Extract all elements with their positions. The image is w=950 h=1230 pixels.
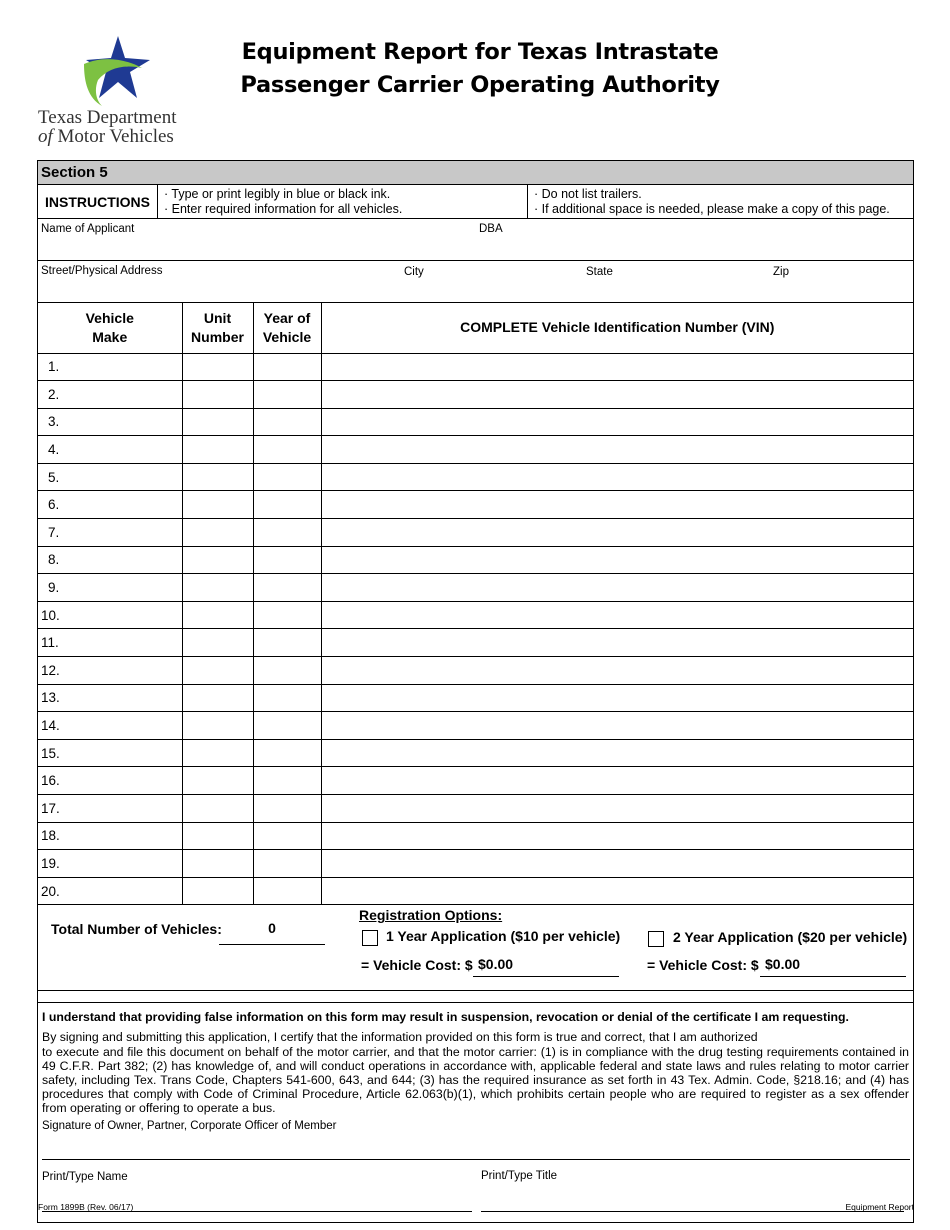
year-cell[interactable] — [253, 574, 321, 602]
cost-1-label: = Vehicle Cost: $ — [361, 957, 473, 974]
year-cell[interactable] — [253, 850, 321, 878]
certification-text: By signing and submitting this application, I certify that the information provided on this form is true and correct, that I am authorized to execute and file this document on behalf of the motor carrier, and that the motor carrier: (1) is in compliance with the drug testing requirements contained in 49 C.F.R. Part 382; (2) has knowledge of, and will conduct operations in accordance with, applicable federal and state laws and rules relating to motor carrier safety, including Tex. Trans Code, Chapters 541-600, 643, and 644; (3) has the required insurance as set forth in 43 Tex. Admin. Code, §218.16; and (4) has procedures that comply with Code of Criminal Procedure, Article 62.063(b)(1), which prohibits certain people who are required to register as a sex offender from operating or offering to operate a bus. — [42, 1030, 909, 1116]
vin-cell[interactable] — [321, 684, 913, 712]
unit-number-cell[interactable] — [182, 546, 253, 574]
year-cell[interactable] — [253, 767, 321, 795]
instructions-left: · Type or print legibly in blue or black ink. · Enter required information for all vehicles. — [158, 185, 528, 218]
vehicle-row — [38, 601, 913, 629]
vehicle-make-cell[interactable]: 12. — [38, 657, 182, 685]
vehicle-row — [38, 436, 913, 464]
vin-cell[interactable] — [321, 850, 913, 878]
total-vehicles-label: Total Number of Vehicles: — [51, 921, 222, 938]
option-2-year-checkbox[interactable] — [648, 931, 664, 947]
year-cell[interactable] — [253, 436, 321, 464]
applicant-name-row[interactable] — [38, 219, 913, 261]
vehicle-row — [38, 877, 913, 905]
unit-number-cell[interactable] — [182, 381, 253, 409]
vehicle-table — [38, 303, 913, 905]
vehicle-row — [38, 381, 913, 409]
year-cell[interactable] — [253, 795, 321, 823]
star-logo-icon — [80, 34, 156, 108]
vehicle-make-cell[interactable]: 14. — [38, 712, 182, 740]
certification-block — [38, 1003, 913, 1115]
vin-cell[interactable] — [321, 519, 913, 547]
city-label: City — [404, 266, 424, 278]
year-cell[interactable] — [253, 822, 321, 850]
vehicle-make-cell[interactable]: 17. — [38, 795, 182, 823]
unit-number-cell[interactable] — [182, 408, 253, 436]
year-cell[interactable] — [253, 877, 321, 905]
year-cell[interactable] — [253, 712, 321, 740]
unit-number-cell[interactable] — [182, 877, 253, 905]
spacer-band — [38, 991, 913, 1003]
vehicle-row — [38, 795, 913, 823]
year-cell[interactable] — [253, 353, 321, 381]
vehicle-row — [38, 684, 913, 712]
vin-cell[interactable] — [321, 739, 913, 767]
page-title: Equipment Report for Texas Intrastate Passenger Carrier Operating Authority — [240, 39, 720, 98]
vehicle-make-cell[interactable]: 10. — [38, 601, 182, 629]
vehicle-row — [38, 491, 913, 519]
vin-cell[interactable] — [321, 546, 913, 574]
unit-number-cell[interactable] — [182, 767, 253, 795]
unit-number-cell[interactable] — [182, 795, 253, 823]
vin-cell[interactable] — [321, 629, 913, 657]
signature-block — [38, 1116, 913, 1222]
vehicle-make-cell[interactable]: 5. — [38, 463, 182, 491]
year-cell[interactable] — [253, 601, 321, 629]
year-cell[interactable] — [253, 408, 321, 436]
total-vehicles-field[interactable]: 0 — [219, 919, 325, 945]
unit-number-cell[interactable] — [182, 739, 253, 767]
vin-cell[interactable] — [321, 381, 913, 409]
registration-options-label: Registration Options: — [359, 907, 503, 924]
vin-cell[interactable] — [321, 463, 913, 491]
vehicle-make-cell[interactable]: 6. — [38, 491, 182, 519]
unit-number-cell[interactable] — [182, 601, 253, 629]
vin-cell[interactable] — [321, 712, 913, 740]
vehicle-row — [38, 657, 913, 685]
vehicle-row — [38, 767, 913, 795]
footer-doc-name: Equipment Report — [845, 1202, 914, 1212]
option-2-year-label: 2 Year Application ($20 per vehicle) — [673, 929, 908, 946]
state-label: State — [586, 266, 613, 278]
signature-label: Signature of Owner, Partner, Corporate Officer of Member — [42, 1119, 337, 1132]
vehicle-make-cell[interactable]: 1. — [38, 353, 182, 381]
vehicle-row — [38, 546, 913, 574]
col-unit-number: Unit Number — [182, 303, 253, 353]
year-cell[interactable] — [253, 684, 321, 712]
vin-cell[interactable] — [321, 822, 913, 850]
vin-cell[interactable] — [321, 491, 913, 519]
vin-cell[interactable] — [321, 408, 913, 436]
vehicle-make-cell[interactable]: 8. — [38, 546, 182, 574]
unit-number-cell[interactable] — [182, 712, 253, 740]
year-cell[interactable] — [253, 629, 321, 657]
vehicle-make-cell[interactable]: 13. — [38, 684, 182, 712]
vehicle-make-cell[interactable]: 7. — [38, 519, 182, 547]
year-cell[interactable] — [253, 463, 321, 491]
vehicle-make-cell[interactable]: 3. — [38, 408, 182, 436]
year-cell[interactable] — [253, 519, 321, 547]
vehicle-row — [38, 629, 913, 657]
unit-number-cell[interactable] — [182, 353, 253, 381]
unit-number-cell[interactable] — [182, 491, 253, 519]
section-title: Section 5 — [38, 161, 913, 185]
unit-number-cell[interactable] — [182, 684, 253, 712]
year-cell[interactable] — [253, 491, 321, 519]
year-cell[interactable] — [253, 739, 321, 767]
instructions-row — [38, 185, 913, 219]
vin-cell[interactable] — [321, 767, 913, 795]
signature-field[interactable] — [42, 1134, 910, 1160]
address-row[interactable] — [38, 261, 913, 303]
unit-number-cell[interactable] — [182, 574, 253, 602]
unit-number-cell[interactable] — [182, 850, 253, 878]
totals-section — [38, 905, 913, 991]
unit-number-cell[interactable] — [182, 629, 253, 657]
vin-cell[interactable] — [321, 657, 913, 685]
cost-1-field[interactable]: $0.00 — [473, 955, 619, 977]
unit-number-cell[interactable] — [182, 436, 253, 464]
vin-cell[interactable] — [321, 574, 913, 602]
vin-cell[interactable] — [321, 795, 913, 823]
tx-dmv-logo — [38, 34, 198, 149]
col-vehicle-make: Vehicle Make — [38, 303, 182, 353]
unit-number-cell[interactable] — [182, 657, 253, 685]
vin-cell[interactable] — [321, 353, 913, 381]
unit-number-cell[interactable] — [182, 822, 253, 850]
vehicle-make-cell[interactable]: 16. — [38, 767, 182, 795]
col-year: Year of Vehicle — [253, 303, 321, 353]
cost-2-field[interactable]: $0.00 — [760, 955, 906, 977]
vehicle-row — [38, 574, 913, 602]
vin-cell[interactable] — [321, 436, 913, 464]
section-5-form — [37, 160, 914, 1223]
vehicle-row — [38, 408, 913, 436]
vehicle-make-cell[interactable]: 4. — [38, 436, 182, 464]
false-info-warning: I understand that providing false information on this form may result in suspension, revocation or denial of the certificate I am requesting. — [42, 1010, 849, 1025]
vehicle-make-cell[interactable]: 15. — [38, 739, 182, 767]
form-number: Form 1899B (Rev. 06/17) — [38, 1202, 134, 1212]
print-title-field[interactable] — [481, 1186, 904, 1212]
year-cell[interactable] — [253, 381, 321, 409]
unit-number-cell[interactable] — [182, 463, 253, 491]
vehicle-row — [38, 519, 913, 547]
unit-number-cell[interactable] — [182, 519, 253, 547]
zip-label: Zip — [773, 266, 789, 278]
vehicle-make-cell[interactable]: 20. — [38, 877, 182, 905]
logo-wordmark: Texas Department of Motor Vehicles — [38, 107, 177, 147]
vehicle-make-cell[interactable]: 11. — [38, 629, 182, 657]
cost-2-label: = Vehicle Cost: $ — [647, 957, 759, 974]
vehicle-make-cell[interactable]: 2. — [38, 381, 182, 409]
vehicle-row — [38, 712, 913, 740]
option-1-year-label: 1 Year Application ($10 per vehicle) — [386, 928, 621, 945]
vehicle-make-cell[interactable]: 18. — [38, 822, 182, 850]
vehicle-make-cell[interactable]: 19. — [38, 850, 182, 878]
vehicle-row — [38, 850, 913, 878]
year-cell[interactable] — [253, 657, 321, 685]
vin-cell[interactable] — [321, 601, 913, 629]
dba-label: DBA — [479, 223, 503, 235]
vehicle-make-cell[interactable]: 9. — [38, 574, 182, 602]
applicant-name-label: Name of Applicant — [41, 223, 135, 235]
col-vin: COMPLETE Vehicle Identification Number (VIN) — [321, 303, 913, 353]
print-title-label: Print/Type Title — [481, 1169, 558, 1182]
vehicle-row — [38, 463, 913, 491]
instructions-label: INSTRUCTIONS — [38, 185, 158, 218]
option-1-year-checkbox[interactable] — [362, 930, 378, 946]
vehicle-row — [38, 353, 913, 381]
print-name-label: Print/Type Name — [42, 1170, 128, 1183]
instructions-right: · Do not list trailers. · If additional space is needed, please make a copy of this page. — [534, 187, 890, 216]
vin-cell[interactable] — [321, 877, 913, 905]
vehicle-row — [38, 739, 913, 767]
vehicle-table-header — [38, 303, 913, 353]
address-label: Street/Physical Address — [41, 265, 163, 277]
year-cell[interactable] — [253, 546, 321, 574]
vehicle-row — [38, 822, 913, 850]
